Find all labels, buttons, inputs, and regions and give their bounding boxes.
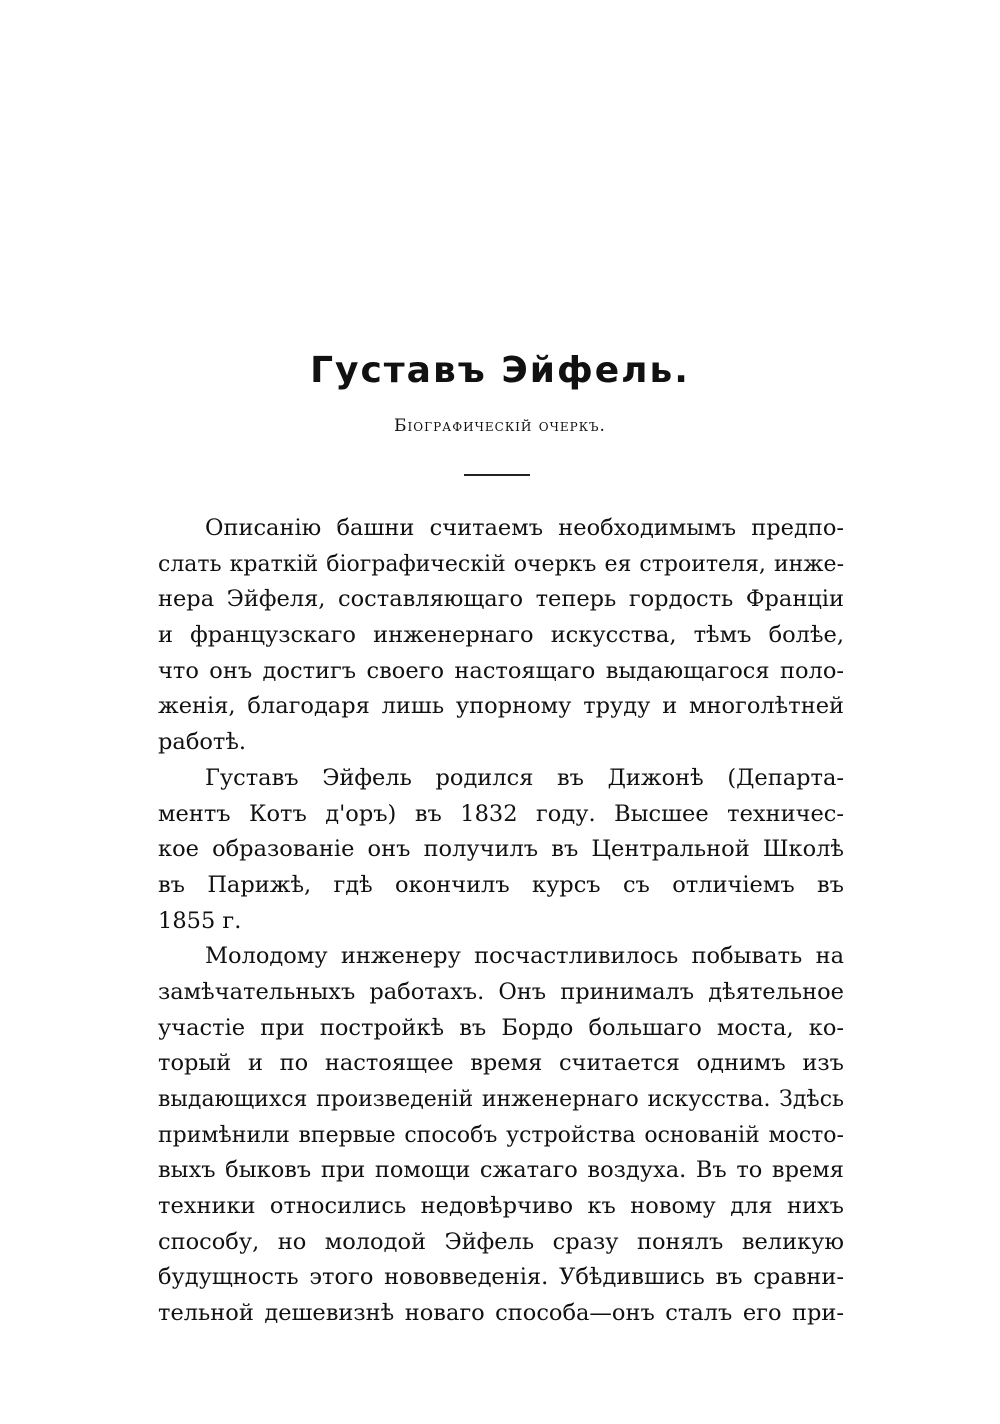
text-line: 1855 г. <box>158 907 242 934</box>
text-line: Молодому инженеру посчастливилось побывать на <box>205 943 844 970</box>
text-line: и французскаго инженернаго искусства, тѣмъ болѣе, <box>158 622 844 649</box>
text-line: выхъ быковъ при помощи сжатаго воздуха. Въ то время <box>158 1157 844 1184</box>
text-line: ментъ Котъ д'оръ) въ 1832 году. Высшее техничес- <box>158 800 844 827</box>
text-line: кое образованіе онъ получилъ въ Центральной Школѣ <box>158 836 844 863</box>
text-line: примѣнили впервые способъ устройства основаній мосто- <box>158 1122 844 1148</box>
text-line: Густавъ Эйфель родился въ Дижонѣ (Департа- <box>205 764 844 791</box>
text-line: способу, но молодой Эйфель сразу понялъ великую <box>158 1228 844 1255</box>
text-line: замѣчательныхъ работахъ. Онъ принималъ дѣятельное <box>158 978 844 1005</box>
body-text <box>158 511 844 1332</box>
text-line: тельной дешевизнѣ новаго способа—онъ сталъ его при- <box>158 1300 844 1327</box>
text-line: участіе при постройкѣ въ Бордо большаго моста, ко- <box>158 1014 844 1041</box>
title-divider <box>464 474 530 476</box>
text-line: слать краткій біографическій очеркъ ея строителя, инже- <box>158 551 844 577</box>
text-line: что онъ достигъ своего настоящаго выдающагося поло- <box>158 657 844 684</box>
text-line: женія, благодаря лишь упорному труду и многолѣтней <box>158 693 844 720</box>
text-line: торый и по настоящее время считается однимъ изъ <box>158 1050 844 1077</box>
text-line: техники относились недовѣрчиво къ новому для нихъ <box>158 1193 844 1220</box>
text-line: выдающихся произведеній инженернаго искусства. Здѣсь <box>158 1087 844 1112</box>
text-line: нера Эйфеля, составляющаго теперь гордость Франціи <box>158 586 844 613</box>
page-title: Густавъ Эйфель. <box>310 350 690 391</box>
text-line: работѣ. <box>158 729 247 756</box>
text-line: будущность этого нововведенія. Убѣдившись въ сравни- <box>158 1264 844 1291</box>
text-line: въ Парижѣ, гдѣ окончилъ курсъ съ отличіемъ въ <box>158 871 844 898</box>
page-subtitle: Біографическій очеркъ. <box>394 416 606 436</box>
text-line: Описанію башни считаемъ необходимымъ предпо- <box>205 515 844 541</box>
